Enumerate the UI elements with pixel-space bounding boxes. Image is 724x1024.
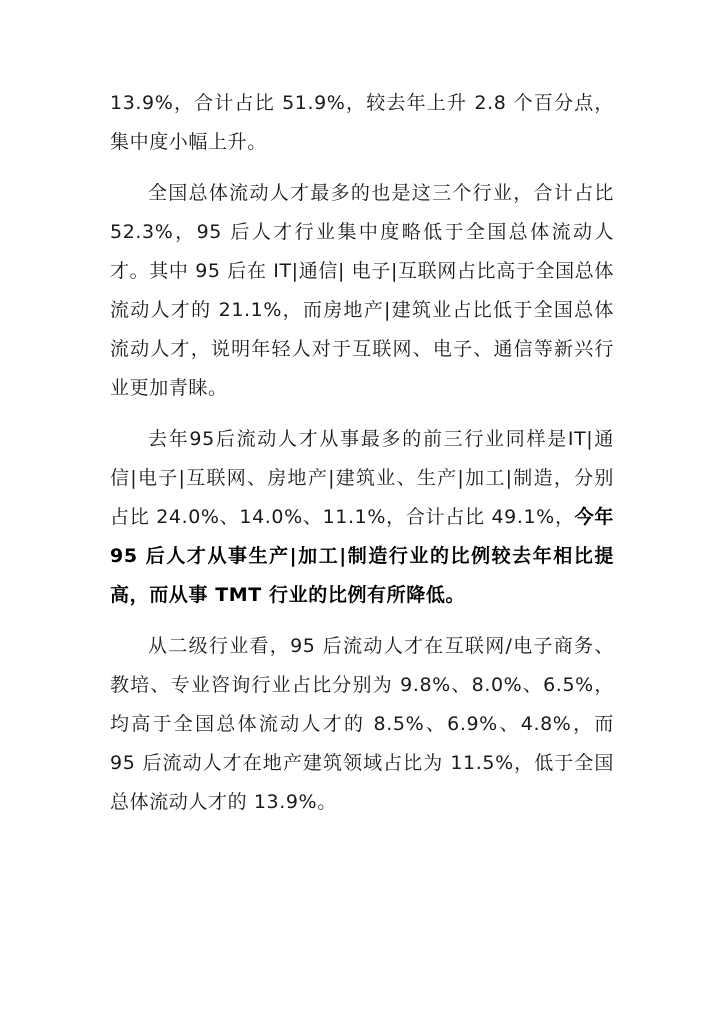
paragraph-text: 从二级行业看，95 后流动人才在互联网/电子商务、教培、专业咨询行业占比分别为 9.8%、8.0%、6.5%，均高于全国总体流动人才的 8.5%、6.9%、4.8%，而 95 后流动人才在地产建筑领域占比为 11.5%，低于全国总体流动人才的 13.9%。 xyxy=(110,635,614,813)
paragraph-secondary-industry xyxy=(110,627,614,822)
paragraph-text: 13.9%，合计占比 51.9%，较去年上升 2.8 个百分点，集中度小幅上升。 xyxy=(110,92,614,153)
paragraph-continuation xyxy=(110,84,614,162)
document-page xyxy=(110,84,614,834)
paragraph-last-year-comparison xyxy=(110,420,614,615)
paragraph-text: 全国总体流动人才最多的也是这三个行业，合计占比 52.3%，95 后人才行业集中度略低于全国总体流动人才。其中 95 后在 IT|通信| 电子|互联网占比高于全国总体流动人才的 21.1%，而房地产|建筑业占比低于全国总体流动人才，说明年轻人对于互联网、电子、通信等新兴行业更加青睐。 xyxy=(110,182,614,399)
paragraph-national-comparison xyxy=(110,174,614,408)
paragraph-text: 去年95后流动人才从事最多的前三行业同样是IT|通信|电子|互联网、房地产|建筑业、生产|加工|制造，分别占比 24.0%、14.0%、11.1%，合计占比 49.1%， xyxy=(110,428,614,528)
paragraph-bold-text: 今年 95 后人才从事生产|加工|制造行业的比例较去年相比提高，而从事 TMT 行业的比例有所降低。 xyxy=(110,506,614,606)
